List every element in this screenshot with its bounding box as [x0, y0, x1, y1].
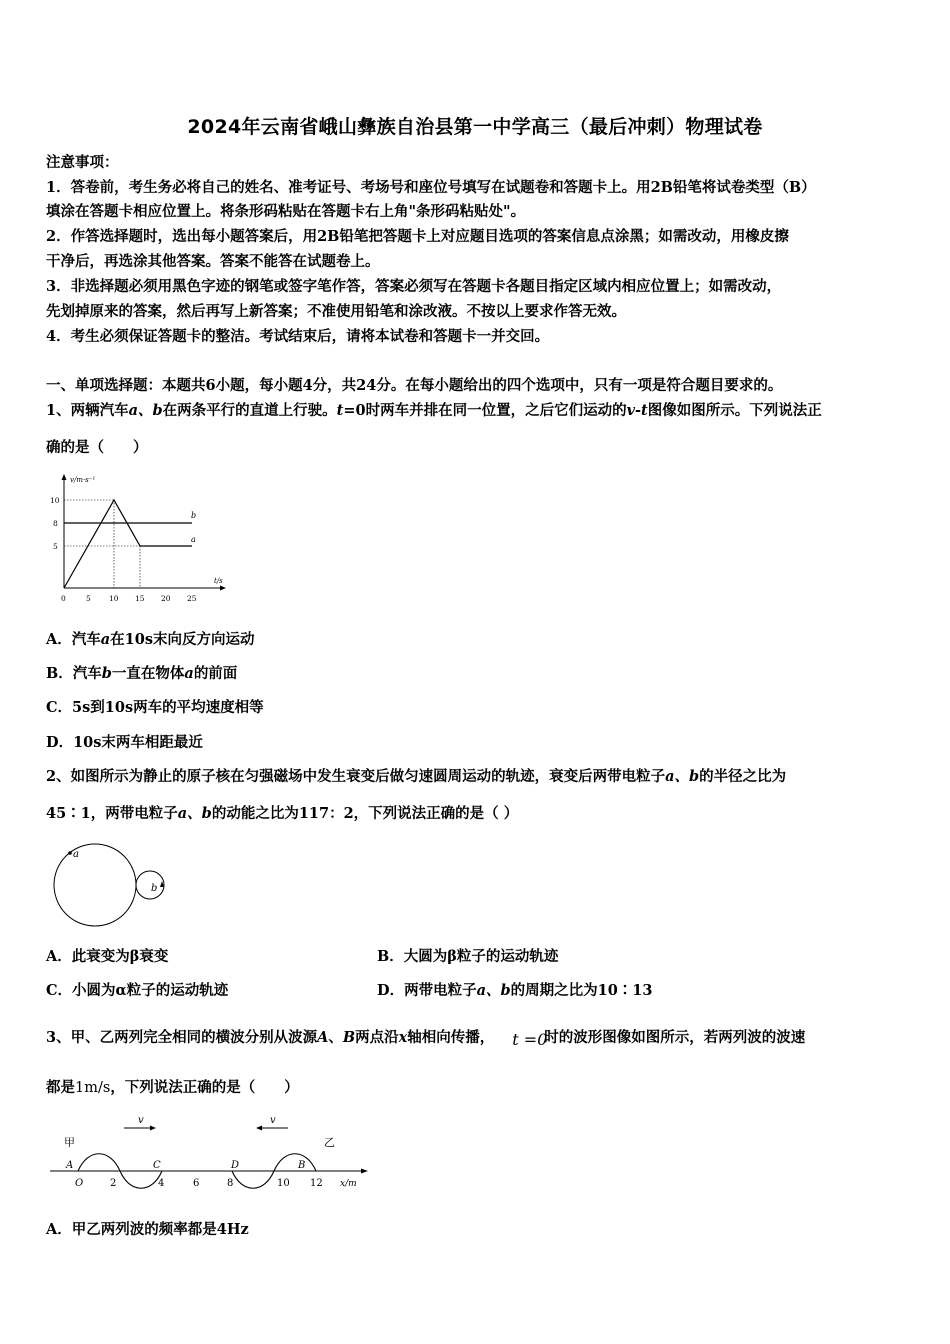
x-axis-arrow: [220, 586, 226, 591]
notice-line: 1．答卷前，考生务必将自己的姓名、准考证号、考场号和座位号填写在试题卷和答题卡上。用2B铅笔将试卷类型（B）: [46, 179, 816, 196]
q2-option-d: D．两带电粒子a、b的周期之比为10∶13: [377, 982, 653, 999]
y-axis-arrow: [62, 474, 67, 480]
q2-option-a: A．此衰变为β衰变: [46, 948, 169, 965]
wave-speed: 1m/s: [75, 1080, 111, 1096]
notice-line: 4．考生必须保证答题卡的整洁。考试结束后，请将本试卷和答题卡一并交回。: [46, 328, 550, 345]
label-a: a: [191, 535, 196, 544]
xtick: 20: [161, 594, 171, 603]
point-C: C: [153, 1160, 161, 1171]
ytick: 8: [53, 519, 58, 528]
notice-line: 2．作答选择题时，选出每小题答案后，用2B铅笔把答题卡上对应题目选项的答案信息点涂黑；如需改动，用橡皮擦: [46, 228, 789, 245]
xtick: 12: [310, 1178, 323, 1189]
q1-vt-graph: [40, 470, 240, 610]
q1-option-d: D．10s末两车相距最近: [46, 734, 203, 751]
notice-line: 3．非选择题必须用黑色字迹的钢笔或签字笔作答，答案必须写在答题卡各题目指定区域内相应位置上；如需改动，: [46, 278, 782, 295]
q1-option-c: C．5s到10s两车的平均速度相等: [46, 699, 264, 716]
xtick: 10: [277, 1178, 290, 1189]
xtick: 15: [135, 594, 145, 603]
point-A: A: [66, 1160, 74, 1171]
q1-stem: 1、两辆汽车a、b在两条平行的直道上行驶。t=0时两车并排在同一位置，之后它们运动的v-t图像如图所示。下列说法正: [46, 402, 822, 419]
label-jia: 甲: [64, 1136, 75, 1149]
small-circle: [136, 871, 164, 899]
notice-line: 填涂在答题卡相应位置上。将条形码粘贴在答题卡右上角"条形码粘贴处"。: [46, 203, 526, 220]
q3-stem: 3、甲、乙两列完全相同的横波分别从波源A、B两点沿x轴相向传播， t =0 时的波形图像如图所示，若两列波的波速: [46, 1029, 806, 1049]
q2-circles-figure: [48, 838, 178, 928]
label-a: a: [73, 849, 79, 860]
formula-t0: t =0: [512, 1030, 548, 1049]
q2-stem-line2: 45∶1，两带电粒子a、b的动能之比为117：2，下列说法正确的是（ ）: [46, 805, 519, 822]
x-axis-label: x/m: [340, 1179, 357, 1189]
q1-option-b: B．汽车b一直在物体a的前面: [46, 665, 238, 682]
label-b: b: [191, 511, 197, 520]
v-label-2: v: [270, 1115, 276, 1126]
q1-option-a: A．汽车a在10s末向反方向运动: [46, 631, 255, 648]
point-B: B: [298, 1160, 306, 1171]
q1-stem-line2: 确的是（ ）: [46, 439, 148, 456]
notice-heading: 注意事项：: [46, 154, 119, 171]
xtick: 5: [86, 594, 91, 603]
label-yi: 乙: [324, 1136, 335, 1149]
big-circle: [54, 844, 136, 926]
q2-stem: 2、如图所示为静止的原子核在匀强磁场中发生衰变后做匀速圆周运动的轨迹，衰变后两带电粒子a、b的半径之比为: [46, 768, 787, 785]
xtick: 0: [61, 594, 66, 603]
ytick: 5: [53, 542, 58, 551]
notice-line: 干净后，再选涂其他答案。答案不能答在试题卷上。: [46, 253, 380, 270]
xtick: 10: [109, 594, 119, 603]
xtick: 2: [110, 1178, 117, 1189]
q2-option-c: C．小圆为α粒子的运动轨迹: [46, 982, 229, 999]
ytick: 10: [50, 496, 60, 505]
page-title: 2024年云南省峨山彝族自治县第一中学高三（最后冲刺）物理试卷: [187, 116, 763, 138]
line-a: [64, 500, 192, 588]
particle-a-dot: [68, 851, 72, 855]
notice-line: 先划掉原来的答案，然后再写上新答案；不准使用铅笔和涂改液。不按以上要求作答无效。: [46, 303, 626, 320]
y-axis-label: v/m·s⁻¹: [70, 476, 96, 484]
xtick: 6: [193, 1178, 200, 1189]
xtick: 25: [187, 594, 197, 603]
q3-option-a: A．甲乙两列波的频率都是4Hz: [46, 1221, 249, 1238]
x-axis-label: t/s: [214, 577, 223, 585]
label-b: b: [151, 883, 158, 894]
q2-option-b: B．大圆为β粒子的运动轨迹: [377, 948, 559, 965]
xtick: 8: [227, 1178, 234, 1189]
xtick: 4: [158, 1178, 165, 1189]
v-label-1: v: [138, 1115, 144, 1126]
section-heading: 一、单项选择题：本题共6小题，每小题4分，共24分。在每小题给出的四个选项中，只有一项是符合题目要求的。: [46, 377, 783, 394]
q3-stem-line2: 都是1m/s，下列说法正确的是（ ）: [46, 1079, 299, 1096]
xtick: O: [75, 1178, 84, 1189]
q3-wave-figure: [44, 1106, 374, 1194]
point-D: D: [231, 1160, 240, 1171]
